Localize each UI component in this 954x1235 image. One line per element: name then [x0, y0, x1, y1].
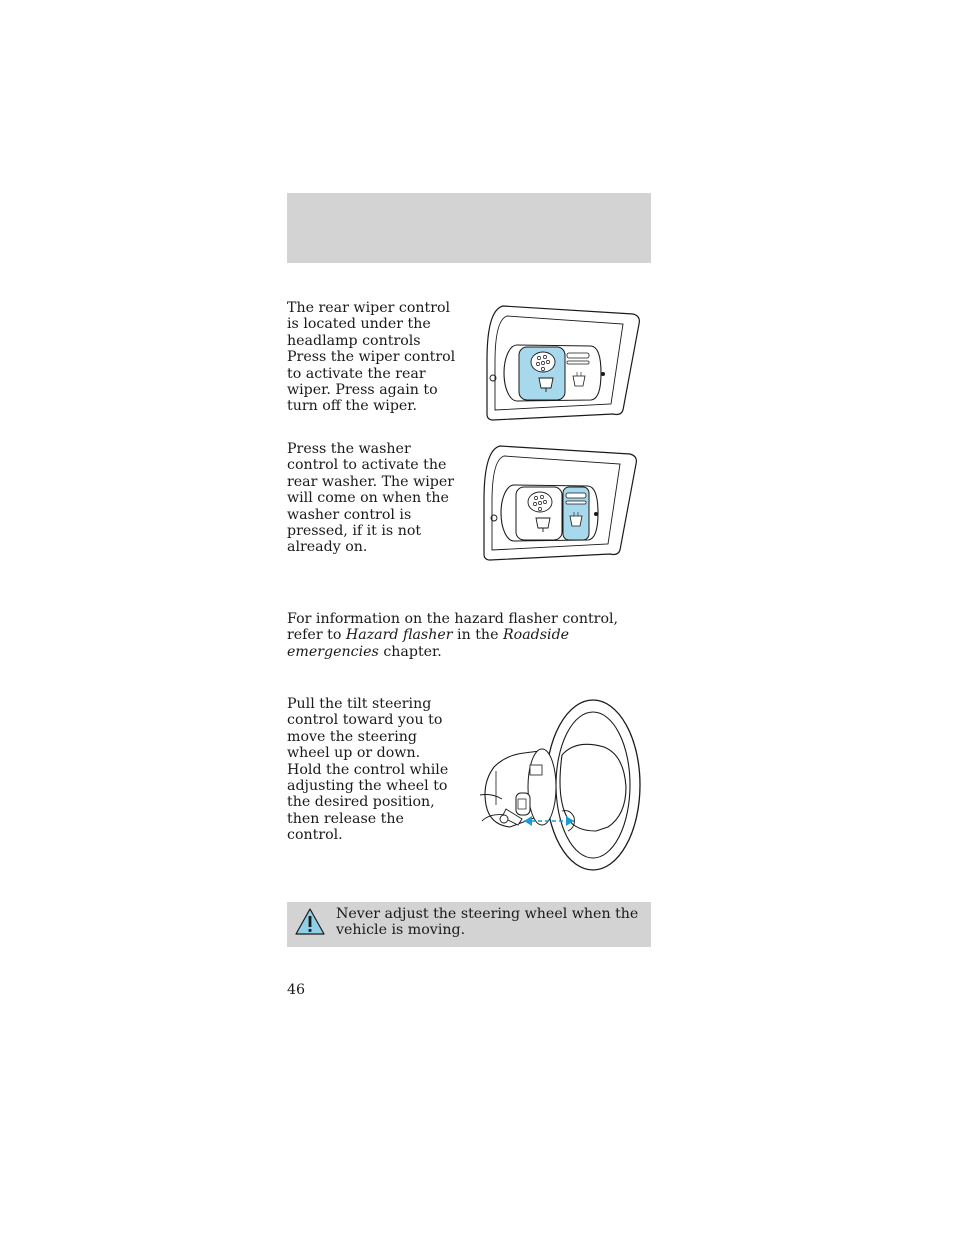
tilt-steering-wheel-illustration	[476, 695, 644, 875]
section-header-band	[287, 193, 651, 263]
hazard-text-part3: chapter.	[378, 643, 442, 660]
hazard-text-part2: in the	[452, 627, 503, 644]
rear-washer-paragraph: Press the washer control to activate the rear washer. The wiper will come on when the washer control is pressed, if it is not already on.	[287, 441, 455, 556]
warning-triangle-icon	[294, 907, 326, 937]
tilt-steering-paragraph: Pull the tilt steering control toward you to move the steering wheel up or down. Hold the control while adjusting the wheel to the desired position, then release the control.	[287, 696, 449, 844]
hazard-flasher-paragraph	[287, 611, 651, 660]
rear-wiper-paragraph: The rear wiper control is located under the headlamp controls Press the wiper control to activate the rear wiper. Press again to turn off the wiper.	[287, 300, 456, 415]
rear-washer-control-illustration	[480, 440, 642, 564]
warning-text: Never adjust the steering wheel when the vehicle is moving.	[336, 906, 639, 939]
page-number: 46	[287, 982, 306, 998]
warning-box	[287, 902, 651, 947]
roadside-emergencies-reference: Roadside emergencies	[287, 627, 570, 660]
rear-wiper-control-illustration	[483, 300, 645, 424]
hazard-text-part1: For information on the hazard flasher control, refer to	[287, 611, 619, 644]
hazard-flasher-reference: Hazard flasher	[345, 627, 453, 644]
